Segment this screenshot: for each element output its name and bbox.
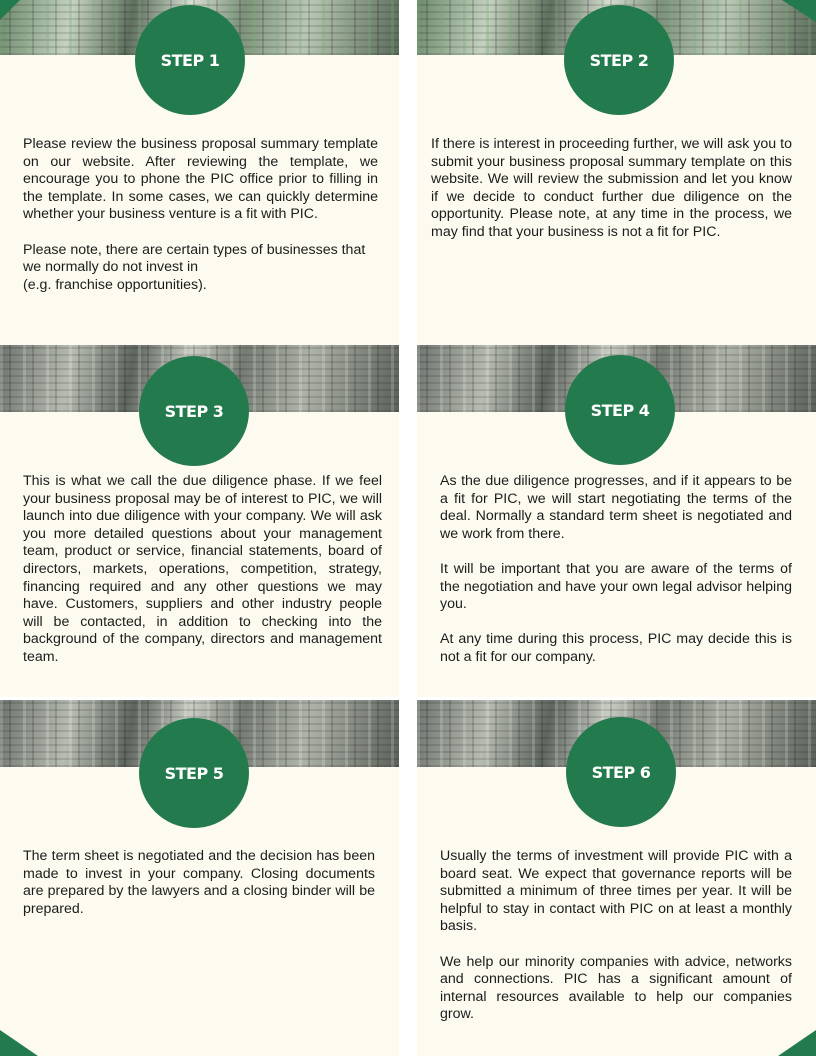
step-4-paragraph-3: At any time during this process, PIC may decide this is not a fit for our company. [440,631,792,665]
step-3-panel [0,345,399,697]
corner-triangle-bottom-right [778,1030,816,1056]
step-6-badge: STEP 6 [566,717,676,827]
step-1-paragraph-2: Please note, there are certain types of businesses that we normally do not invest in (e.g. franchise opportunities). [23,241,366,293]
step-1-text [23,136,378,312]
corner-triangle-bottom-left [0,1030,38,1056]
step-3-badge: STEP 3 [139,356,249,466]
step-4-badge: STEP 4 [565,355,675,465]
corner-triangle-top-left [0,0,20,20]
step-6-paragraph-2: We help our minority companies with advice, networks and connections. PIC has a significant amount of internal resources available to help our companies grow. [440,953,792,1023]
step-2-paragraph-1: If there is interest in proceeding further, we will ask you to submit your business proposal summary template on this website. We will review the submission and let you know if we decide to conduct further due diligence on the opportunity. Please note, at any time in the process, we may find that your business is not a fit for PIC. [431,136,792,240]
step-1-badge: STEP 1 [135,5,245,115]
step-3-paragraph-1: This is what we call the due diligence phase. If we feel your business proposal may be of interest to PIC, we will launch into due diligence with your company. We will ask you more detailed questions about your management team, product or service, financial statements, board of directors, markets, operations, competition, strategy, financing required and any other questions we may have. Customers, suppliers and other industry people will be contacted, in addition to checking into the background of the company, directors and management team. [23,473,382,665]
step-6-text [440,848,792,1042]
step-5-text [23,848,375,936]
step-4-paragraph-2: It will be important that you are aware of the terms of the negotiation and have your own legal advisor helping you. [440,560,792,613]
corner-triangle-top-right [782,0,816,22]
step-2-text [431,136,792,259]
step-1-paragraph-1: Please review the business proposal summary template on our website. After reviewing the template, we encourage you to phone the PIC office prior to filling in the template. In some cases, we can quickly determine whether your business venture is a fit with PIC. [23,136,378,223]
step-6-paragraph-1: Usually the terms of investment will provide PIC with a board seat. We expect that governance reports will be submitted a minimum of three times per year. It will be helpful to stay in contact with PIC on at least a monthly basis. [440,848,792,935]
step-4-paragraph-1: As the due diligence progresses, and if it appears to be a fit for PIC, we will start negotiating the terms of the deal. Normally a standard term sheet is negotiated and we work from there. [440,473,792,542]
step-2-badge: STEP 2 [564,5,674,115]
step-4-panel [417,345,816,697]
step-1-panel [0,0,399,345]
step-5-badge: STEP 5 [139,718,249,828]
step-5-panel [0,700,399,1056]
step-4-text [440,473,792,684]
step-6-panel [417,700,816,1056]
step-2-panel [417,0,816,345]
step-3-text [23,473,382,684]
step-5-paragraph-1: The term sheet is negotiated and the decision has been made to invest in your company. Closing documents are prepared by the lawyers and a closing binder will be prepared. [23,848,375,917]
